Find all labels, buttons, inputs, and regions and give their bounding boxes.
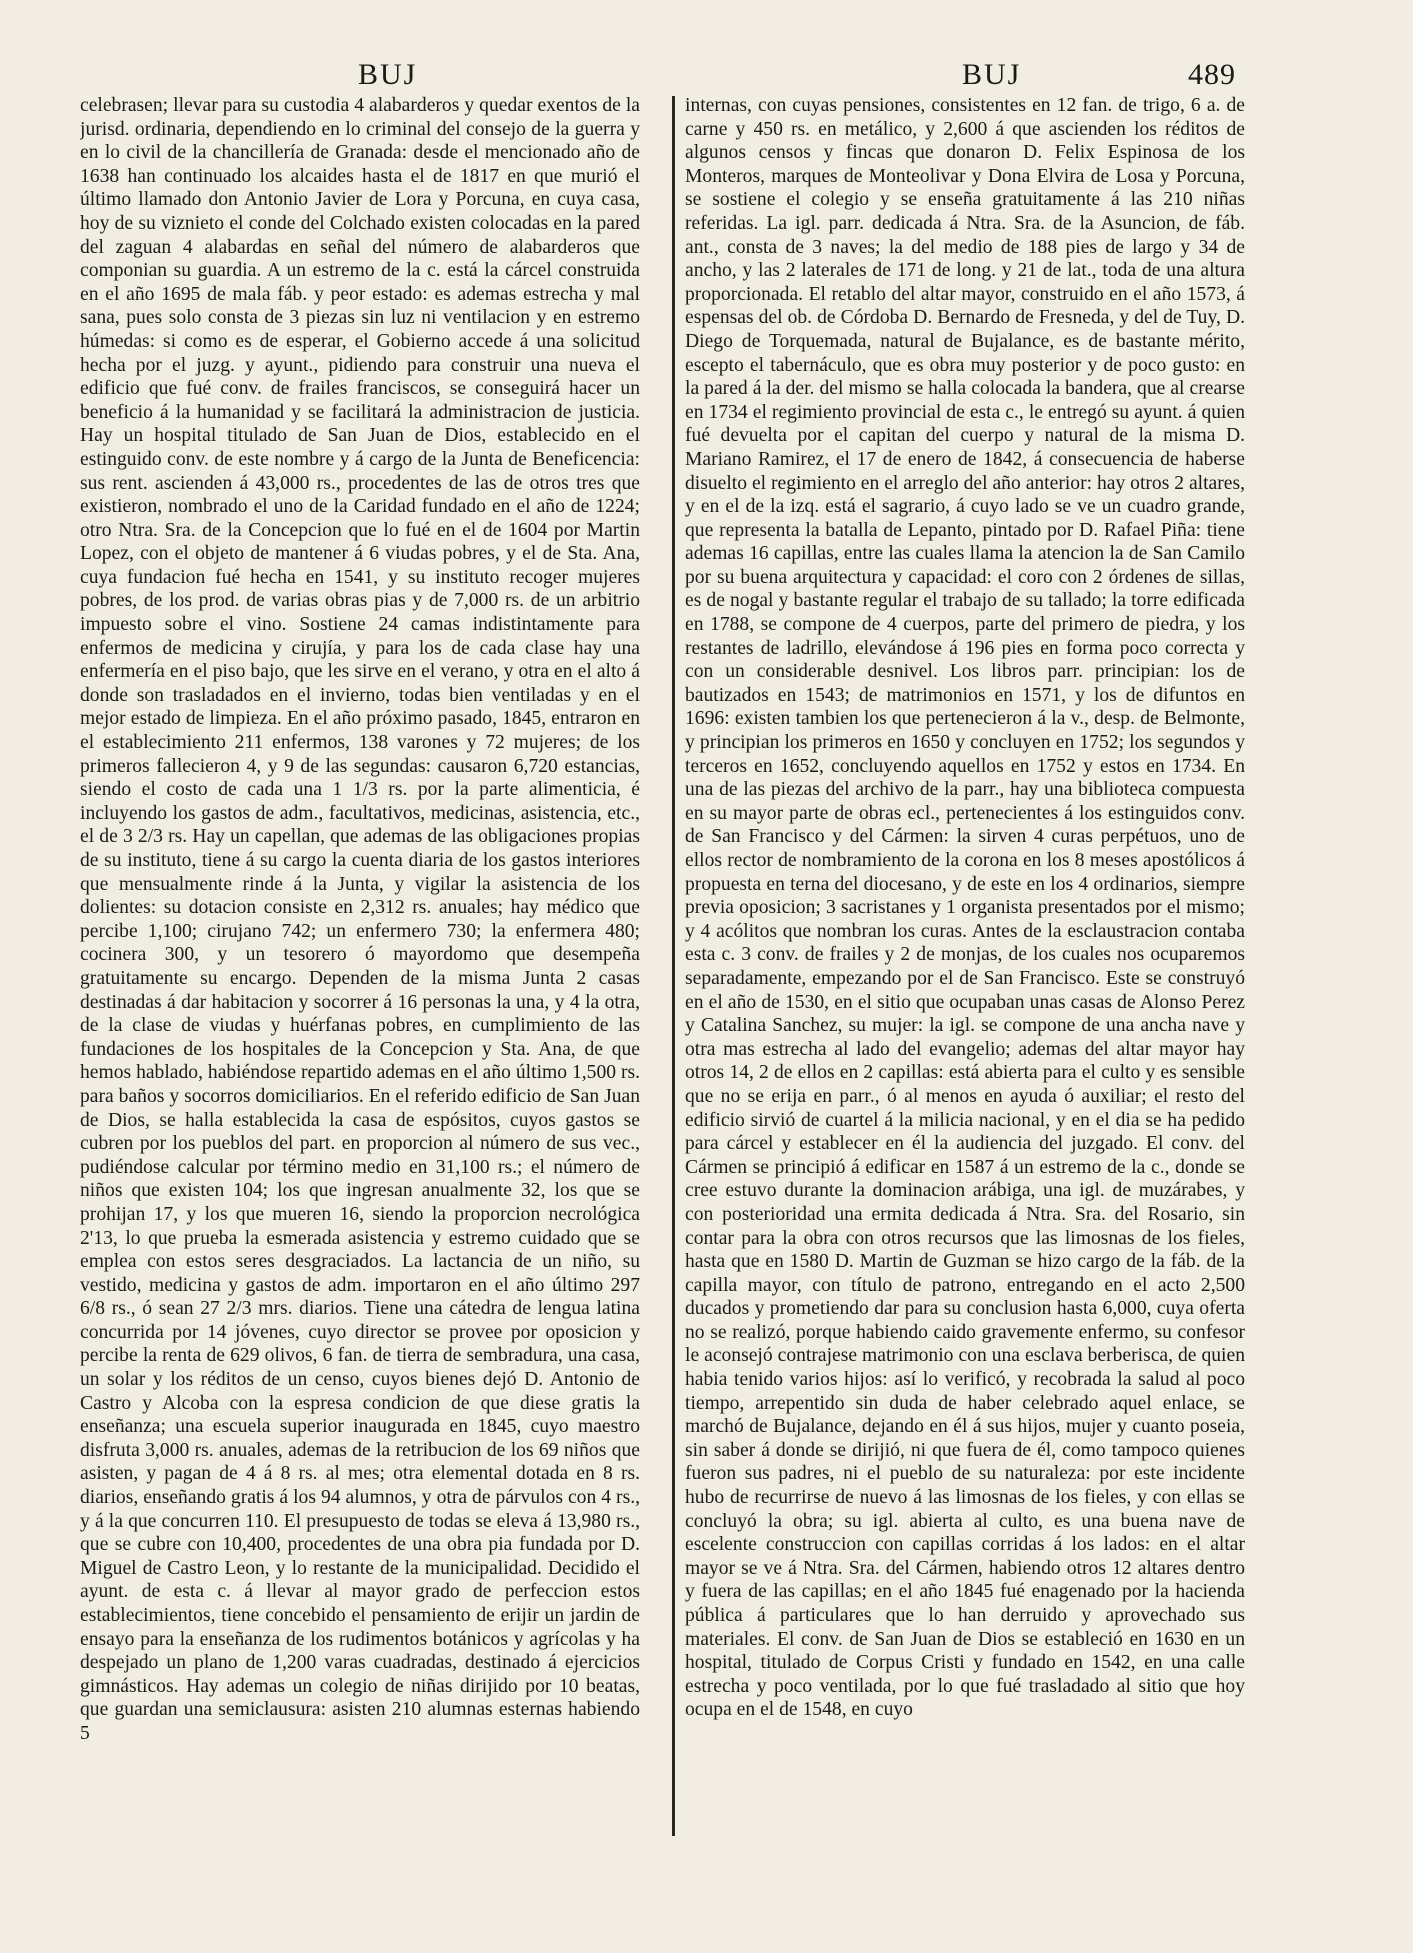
running-head-left: BUJ bbox=[358, 58, 418, 91]
running-head-right: BUJ bbox=[962, 58, 1022, 91]
text-column-left: celebrasen; llevar para su custodia 4 alabarderos y quedar exentos de la jurisd. ordinaria, dependiendo en lo criminal del consejo de la guerra y en lo civil de la chancillería de Granada: desde el mencionado año de 1638 han continuado los alcaides hasta el de 1817 en que murió el último llamado don Antonio Javier de Lora y Porcuna, en cuya casa, hoy de su viznieto el conde del Colchado existen colocadas en la pared del zaguan 4 alabardas en señal del número de alabarderos que componian su guardia. A un estremo de la c. está la cárcel construida en el año 1695 de mala fáb. y peor estado: es ademas estrecha y mal sana, pues solo consta de 3 piezas sin luz ni ventilacion y en estremo húmedas: si como es de esperar, el Gobierno accede á una solicitud hecha por el juzg. y ayunt., pidiendo para construir una nueva el edificio que fué conv. de frailes franciscos, se conseguirá hacer un beneficio á la humanidad y se facilitará la administracion de justicia. Hay un hospital titulado de San Juan de Dios, establecido en el estinguido conv. de este nombre y á cargo de la Junta de Beneficencia: sus rent. ascienden á 43,000 rs., procedentes de las de otros tres que existieron, nombrado el uno de la Caridad fundado en el año de 1224; otro Ntra. Sra. de la Concepcion que lo fué en el de 1604 por Martin Lopez, con el objeto de mantener á 6 viudas pobres, y el de Sta. Ana, cuya fundacion fué hecha en 1541, y su instituto recoger mujeres pobres, de los prod. de varias obras pias y de 7,000 rs. de un arbitrio impuesto sobre el vino. Sostiene 24 camas indistintamente para enfermos de medicina y cirujía, y para los de cada clase hay una enfermería en el piso bajo, que les sirve en el verano, y otra en el alto á donde son trasladados en el invierno, todas bien ventiladas y en el mejor estado de limpieza. En el año próximo pasado, 1845, entraron en el establecimiento 211 enfermos, 138 varones y 72 mujeres; de los primeros fallecieron 4, y 9 de las segundas: causaron 6,720 estancias, siendo el costo de cada una 1 1/3 rs. por la parte alimenticia, é incluyendo los gastos de adm., facultativos, medicinas, asistencia, etc., el de 3 2/3 rs. Hay un capellan, que ademas de las obligaciones propias de su instituto, tiene á su cargo la cuenta diaria de los gastos interiores que mensualmente rinde á la Junta, y vigilar la asistencia de los dolientes: su dotacion consiste en 2,312 rs. anuales; hay médico que percibe 1,100; cirujano 742; un enfermero 730; la enfermera 480; cocinera 300, y un tesorero ó mayordomo que desempeña gratuitamente su encargo. Dependen de la misma Junta 2 casas destinadas á dar habitacion y socorrer á 16 personas la una, y 4 la otra, de la clase de viudas y huérfanas pobres, en cumplimiento de las fundaciones de los hospitales de la Concepcion y Sta. Ana, de que hemos hablado, habiéndose repartido ademas en el año último 1,500 rs. para baños y socorros domiciliarios. En el referido edificio de San Juan de Dios, se halla establecida la casa de espósitos, cuyos gastos se cubren por los pueblos del part. en proporcion al número de sus vec., pudiéndose calcular por término medio en 31,100 rs.; el número de niños que existen 104; los que ingresan anualmente 32, los que se prohijan 17, y los que mueren 16, siendo la proporcion necrológica 2'13, lo que prueba la esmerada asistencia y estremo cuidado que se emplea con estos seres desgraciados. La lactancia de un niño, su vestido, medicina y gastos de adm. importaron en el año último 297 6/8 rs., ó sean 27 2/3 mrs. diarios. Tiene una cátedra de lengua latina concurrida por 14 jóvenes, cuyo director se provee por oposicion y percibe la renta de 629 olivos, 6 fan. de tierra de sembradura, una casa, un solar y los réditos de un censo, cuyos bienes dejó D. Antonio de Castro y Alcoba con la espresa condicion de que diese gratis la enseñanza; una escuela superior inaugurada en 1845, cuyo maestro disfruta 3,000 rs. anuales, ademas de la retribucion de los 69 niños que asisten, y pagan de 4 á 8 rs. al mes; otra elemental dotada en 8 rs. diarios, enseñando gratis á los 94 alumnos, y otra de párvulos con 4 rs., y á la que concurren 110. El presupuesto de todas se eleva á 13,980 rs., que se cubre con 10,400, procedentes de una obra pia fundada por D. Miguel de Castro Leon, y lo restante de la municipalidad. Decidido el ayunt. de esta c. á llevar al mayor grado de perfeccion estos establecimientos, tiene concebido el pensamiento de erijir un jardin de ensayo para la enseñanza de los rudimentos botánicos y agrícolas y ha despejado un plano de 1,200 varas cuadradas, destinado á ejercicios gimnásticos. Hay ademas un colegio de niñas dirijido por 10 beatas, que guardan una semiclausura: asisten 210 alumnas esternas habiendo 5 bbox=[80, 95, 640, 1744]
page-number: 489 bbox=[1188, 58, 1236, 91]
text-column-right: internas, con cuyas pensiones, consistentes en 12 fan. de trigo, 6 a. de carne y 450 rs. en metálico, y 2,600 á que ascienden los réditos de algunos censos y fincas que donaron D. Felix Espinosa de los Monteros, marques de Monteolivar y Dona Elvira de Losa y Porcuna, se sostiene el colegio y se enseña gratuitamente á las 210 niñas referidas. La igl. parr. dedicada á Ntra. Sra. de la Asuncion, de fáb. ant., consta de 3 naves; la del medio de 188 pies de largo y 34 de ancho, y las 2 laterales de 171 de long. y 21 de lat., toda de una altura proporcionada. El retablo del altar mayor, construido en el año 1573, á espensas del ob. de Córdoba D. Bernardo de Fresneda, y del de Tuy, D. Diego de Torquemada, natural de Bujalance, es de bastante mérito, escepto el tabernáculo, que es obra muy posterior y de poco gusto: en la pared á la der. del mismo se halla colocada la bandera, que al crearse en 1734 el regimiento provincial de esta c., le entregó su ayunt. á quien fué devuelta por el capitan del cuerpo y natural de la misma D. Mariano Ramirez, el 17 de enero de 1842, á consecuencia de haberse disuelto el regimiento en el arreglo del año anterior: hay otros 2 altares, y en el de la izq. está el sagrario, á cuyo lado se ve un cuadro grande, que representa la batalla de Lepanto, pintado por D. Rafael Piña: tiene ademas 16 capillas, entre las cuales llama la atencion la de San Camilo por su buena arquitectura y capacidad: el coro con 2 órdenes de sillas, es de nogal y bastante regular el trabajo de su tallado; la torre edificada en 1788, se compone de 4 cuerpos, parte del primero de piedra, y los restantes de ladrillo, elevándose á 196 pies en forma poco correcta y con un considerable desnivel. Los libros parr. principian: los de bautizados en 1543; de matrimonios en 1571, y los de difuntos en 1696: existen tambien los que pertenecieron á la v., desp. de Belmonte, y principian los primeros en 1650 y concluyen en 1752; los segundos y terceros en 1652, concluyendo aquellos en 1752 y estos en 1734. En una de las piezas del archivo de la parr., hay una biblioteca compuesta en su mayor parte de obras ecl., pertenecientes á los estinguidos conv. de San Francisco y del Cármen: la sirven 4 curas perpétuos, uno de ellos rector de nombramiento de la corona en los 8 meses apostólicos á propuesta en terna del diocesano, y de este en los 4 ordinarios, siempre previa oposicion; 3 sacristanes y 1 organista presentados por el mismo; y 4 acólitos que nombran los curas. Antes de la esclaustracion contaba esta c. 3 conv. de frailes y 2 de monjas, de los cuales nos ocuparemos separadamente, empezando por el de San Francisco. Este se construyó en el año de 1530, en el sitio que ocupaban unas casas de Alonso Perez y Catalina Sanchez, su mujer: la igl. se compone de una ancha nave y otra mas estrecha al lado del evangelio; ademas del altar mayor hay otros 14, 2 de ellos en 2 capillas: está abierta para el culto y es sensible que no se erija en parr., ó al menos en ayuda ó auxiliar; el resto del edificio sirvió de cuartel á la milicia nacional, y en el dia se ha pedido para cárcel y establecer en él la audiencia del juzgado. El conv. del Cármen se principió á edificar en 1587 á un estremo de la c., donde se cree estuvo durante la dominacion arábiga, una igl. de muzárabes, y con posterioridad una ermita dedicada á Ntra. Sra. del Rosario, sin contar para la obra con otros recursos que las limosnas de los fieles, hasta que en 1580 D. Martin de Guzman se hizo cargo de la fáb. de la capilla mayor, con título de patrono, entregando en el acto 2,500 ducados y prometiendo dar para su conclusion hasta 6,000, cuya oferta no se realizó, porque habiendo caido gravemente enfermo, su confesor le aconsejó contrajese matrimonio con una esclava berberisca, de quien habia tenido varios hijos: así lo verificó, y recobrada la salud al poco tiempo, arrepentido sin duda de haber celebrado aquel enlace, se marchó de Bujalance, dejando en él á sus hijos, mujer y cuanto poseia, sin saber á donde se dirijió, ni que fuera de él, como tampoco quienes fueron sus padres, ni el pueblo de su naturaleza: por este incidente hubo de recurrirse de nuevo á las limosnas de los fieles, y con ellas se concluyó la obra; su igl. abierta al culto, es una buena nave de escelente construccion con capillas corridas á los lados: en el altar mayor se ve á Ntra. Sra. del Cármen, habiendo otros 12 altares dentro y fuera de las capillas; en el año 1845 fué enagenado por la hacienda pública á particulares que lo han derruido y aprovechado sus materiales. El conv. de San Juan de Dios se estableció en 1630 en un hospital, titulado de Corpus Cristi y fundado en 1542, en una calle estrecha y poco ventilada, por lo que fué trasladado al sitio que hoy ocupa en el de 1548, en cuyo bbox=[685, 95, 1245, 1721]
column-divider bbox=[672, 96, 675, 1836]
